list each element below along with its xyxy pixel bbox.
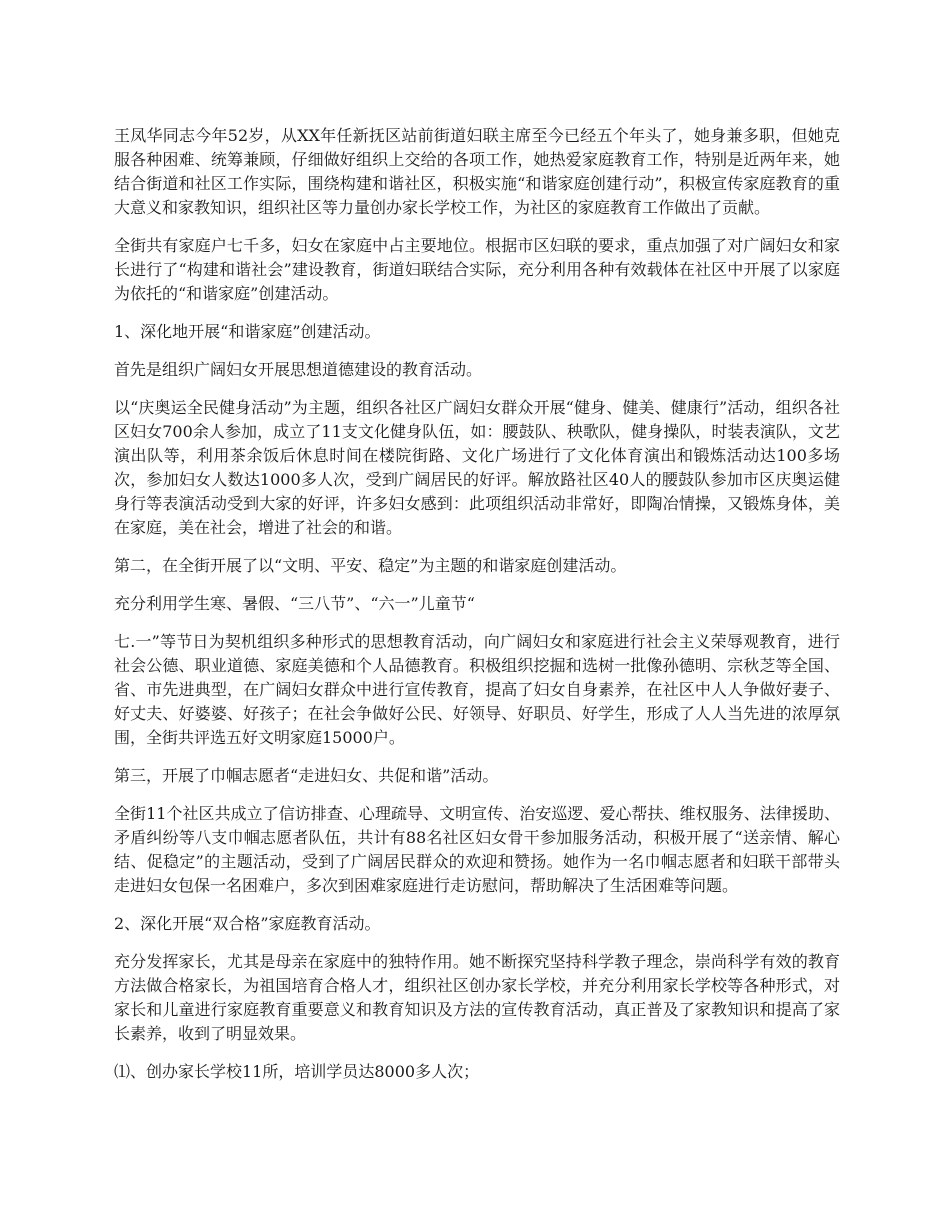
paragraph-olympics: 以“庆奥运全民健身活动”为主题，组织各社区广阔妇女群众开展“健身、健美、健康行”活动，组织各社区妇女700余人参加，成立了11支文化健身队伍，如：腰鼓队、秧歌队，健身操队，时装表演队，文艺演出队等，利用茶余饭后休息时间在楼院街路、文化广场进行了文化体育演出和锻炼活动达100多场次，参加妇女人数达1000多人次，受到广阔居民的好评。解放路社区40人的腰鼓队参加市区庆奥运健身行等表演活动受到大家的好评，许多妇女感到：此项组织活动非常好，即陶冶情操，又锻炼身体，美在家庭，美在社会，增进了社会的和谐。 xyxy=(114,398,840,537)
paragraph-holidays: 充分利用学生寒、暑假、“三八节”、“六一”儿童节“ xyxy=(114,594,475,613)
section-heading-1: 1、深化地开展“和谐家庭”创建活动。 xyxy=(114,322,381,341)
paragraph-parents: 充分发挥家长，尤其是母亲在家庭中的独特作用。她不断探究坚持科学教子理念，崇尚科学有效的教育方法做合格家长，为祖国培育合格人才，组织社区创办家长学校，并充分利用家长学校等各种形式，对家长和儿童进行家庭教育重要意义和教育知识及方法的宣传教育活动，真正普及了家教知识和提高了家长素养，收到了明显效果。 xyxy=(114,952,840,1043)
paragraph-second: 第二，在全街开展了以“文明、平安、稳定”为主题的和谐家庭创建活动。 xyxy=(114,556,627,575)
paragraph-volunteers: 全街11个社区共成立了信访排查、心理疏导、文明宣传、治安巡逻、爱心帮扶、维权服务、法律援助、矛盾纠纷等八支巾帼志愿者队伍，共计有88名社区妇女骨干参加服务活动，积极开展了“送亲情、解心结、促稳定”的主题活动，受到了广阔居民群众的欢迎和赞扬。她作为一名巾帼志愿者和妇联干部带头走进妇女包保一名困难户，多次到困难家庭进行走访慰问，帮助解决了生活困难等问题。 xyxy=(114,804,840,895)
paragraph-overview: 全街共有家庭户七千多，妇女在家庭中占主要地位。根据市区妇联的要求，重点加强了对广阔妇女和家长进行了“构建和谐社会”建设教育，街道妇联结合实际，充分利用各种有效载体在社区中开展了以家庭为依托的“和谐家庭”创建活动。 xyxy=(114,236,840,303)
section-heading-2: 2、深化开展“双合格”家庭教育活动。 xyxy=(114,914,381,933)
paragraph-first: 首先是组织广阔妇女开展思想道德建设的教育活动。 xyxy=(114,360,483,379)
document-body xyxy=(114,124,840,1098)
list-item-1: ⑴、创办家长学校11所，培训学员达8000多人次； xyxy=(114,1062,480,1081)
paragraph-intro: 王凤华同志今年52岁，从XX年任新抚区站前街道妇联主席至今已经五个年头了，她身兼多职，但她克服各种困难、统筹兼顾，仔细做好组织上交给的各项工作，她热爱家庭教育工作，特别是近两年来，她结合街道和社区工作实际，围绕构建和谐社区，积极实施“和谐家庭创建行动”，积极宣传家庭教育的重大意义和家教知识，组织社区等力量创办家长学校工作，为社区的家庭教育工作做出了贡献。 xyxy=(114,126,840,217)
paragraph-third: 第三，开展了巾帼志愿者“走进妇女、共促和谐”活动。 xyxy=(114,766,499,785)
paragraph-education: 七.一”等节日为契机组织多种形式的思想教育活动，向广阔妇女和家庭进行社会主义荣辱观教育，进行社会公德、职业道德、家庭美德和个人品德教育。积极组织挖掘和选树一批像孙德明、宗秋芝等全国、省、市先进典型，在广阔妇女群众中进行宣传教育，提高了妇女自身素养，在社区中人人争做好妻子、好丈夫、好婆婆、好孩子；在社会争做好公民、好领导、好职员、好学生，形成了人人当先进的浓厚氛围，全街共评选五好文明家庭15000户。 xyxy=(114,632,840,747)
